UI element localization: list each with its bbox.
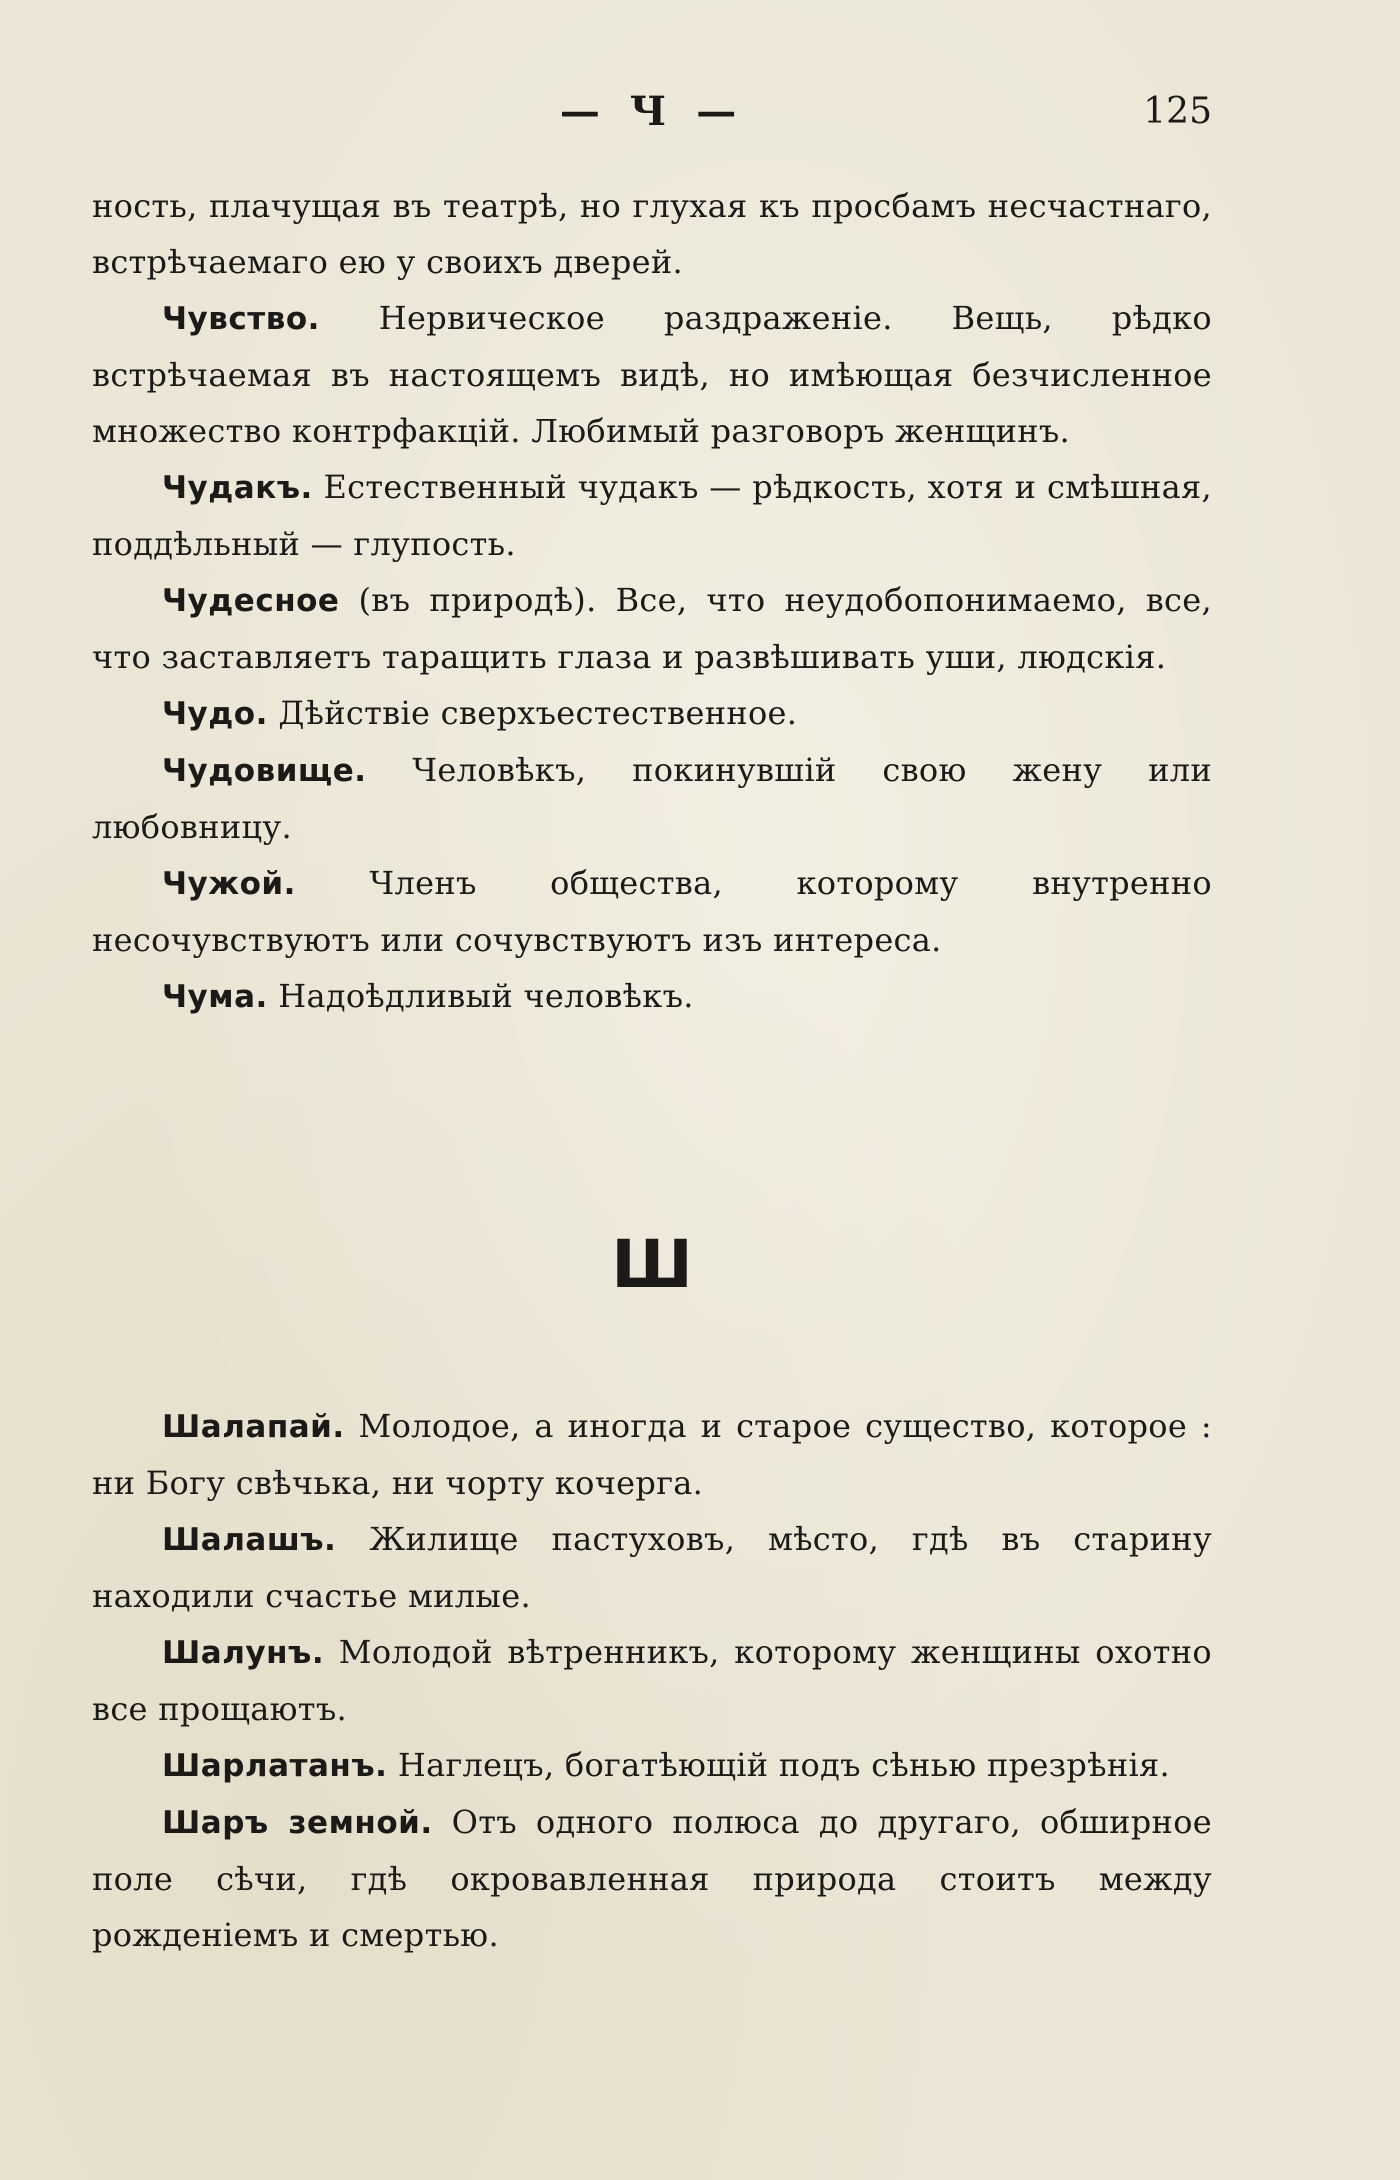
entry-chudo xyxy=(92,685,1212,742)
entry-chudovishche xyxy=(92,742,1212,855)
entry-shalapay xyxy=(92,1398,1212,1511)
entry-term: Шалашъ. xyxy=(162,1522,337,1558)
entry-definition: (въ природѣ). Все, что неудобопонимаемо, все, что заставляетъ таращить глаза и развѣшивать уши, людскія. xyxy=(92,581,1212,676)
entry-definition: Надоѣдливый человѣкъ. xyxy=(278,977,694,1015)
entry-definition: Естественный чудакъ — рѣдкость, хотя и смѣшная, поддѣльный — глупость. xyxy=(92,468,1212,563)
entry-chuma xyxy=(92,968,1212,1025)
entry-term: Чудакъ. xyxy=(162,470,313,506)
entry-term: Чудесное xyxy=(162,583,340,619)
page-header xyxy=(92,82,1212,142)
entry-shar-zemnoy xyxy=(92,1794,1212,1963)
entry-definition: Наглецъ, богатѣющій подъ сѣнью презрѣнія. xyxy=(397,1746,1170,1784)
page-number: 125 xyxy=(1143,91,1212,132)
continuation-paragraph: ность, плачущая въ театрѣ, но глухая къ просбамъ несчастнаго, встрѣчаемаго ею у своихъ дверей. xyxy=(92,187,1212,281)
entry-term: Чума. xyxy=(162,979,268,1015)
entry-chuzhoy xyxy=(92,855,1212,968)
letter-heading: Ш xyxy=(611,1226,693,1303)
entry-term: Чувство. xyxy=(162,301,320,337)
entry-term: Шалунъ. xyxy=(162,1635,325,1671)
entry-definition: Нервическое раздраженіе. Вещь, рѣдко встрѣчаемая въ настоящемъ видѣ, но имѣющая безчисленное множество контрфакцій. Любимый разговоръ женщинъ. xyxy=(92,299,1212,450)
section-sh xyxy=(92,1398,1212,1963)
entry-definition: Молодое, а иногда и старое существо, которое : ни Богу свѣчька, ни чорту кочерга. xyxy=(92,1407,1212,1502)
entry-shalun xyxy=(92,1624,1212,1737)
entry-term: Чудовище. xyxy=(162,753,367,789)
entry-shalash xyxy=(92,1511,1212,1624)
entry-definition: Человѣкъ, покинувшій свою жену или любовницу. xyxy=(92,751,1212,846)
entry-definition: Членъ общества, которому внутренно несочувствуютъ или сочувствуютъ изъ интереса. xyxy=(92,864,1212,959)
entry-term: Шаръ земной. xyxy=(162,1805,433,1841)
entry-chuvstvo xyxy=(92,290,1212,459)
running-head: — Ч — xyxy=(559,88,745,135)
entry-definition: Молодой вѣтренникъ, которому женщины охотно все прощаютъ. xyxy=(92,1633,1212,1728)
entry-definition: Жилище пастуховъ, мѣсто, гдѣ въ старину находили счастье милые. xyxy=(92,1520,1212,1615)
entry-term: Шарлатанъ. xyxy=(162,1748,388,1784)
section-ch xyxy=(92,178,1212,1025)
entry-sharlatan xyxy=(92,1737,1212,1794)
entry-chudesnoe xyxy=(92,572,1212,685)
entry-definition: Отъ одного полюса до другаго, обширное поле сѣчи, гдѣ окровавленная природа стоитъ между рожденіемъ и смертью. xyxy=(92,1803,1212,1954)
entry-term: Шалапай. xyxy=(162,1409,345,1445)
entry-definition: Дѣйствіе сверхъестественное. xyxy=(278,694,798,732)
entry-chudak xyxy=(92,459,1212,572)
entry-term: Чудо. xyxy=(162,696,268,732)
entry-term: Чужой. xyxy=(162,866,296,902)
